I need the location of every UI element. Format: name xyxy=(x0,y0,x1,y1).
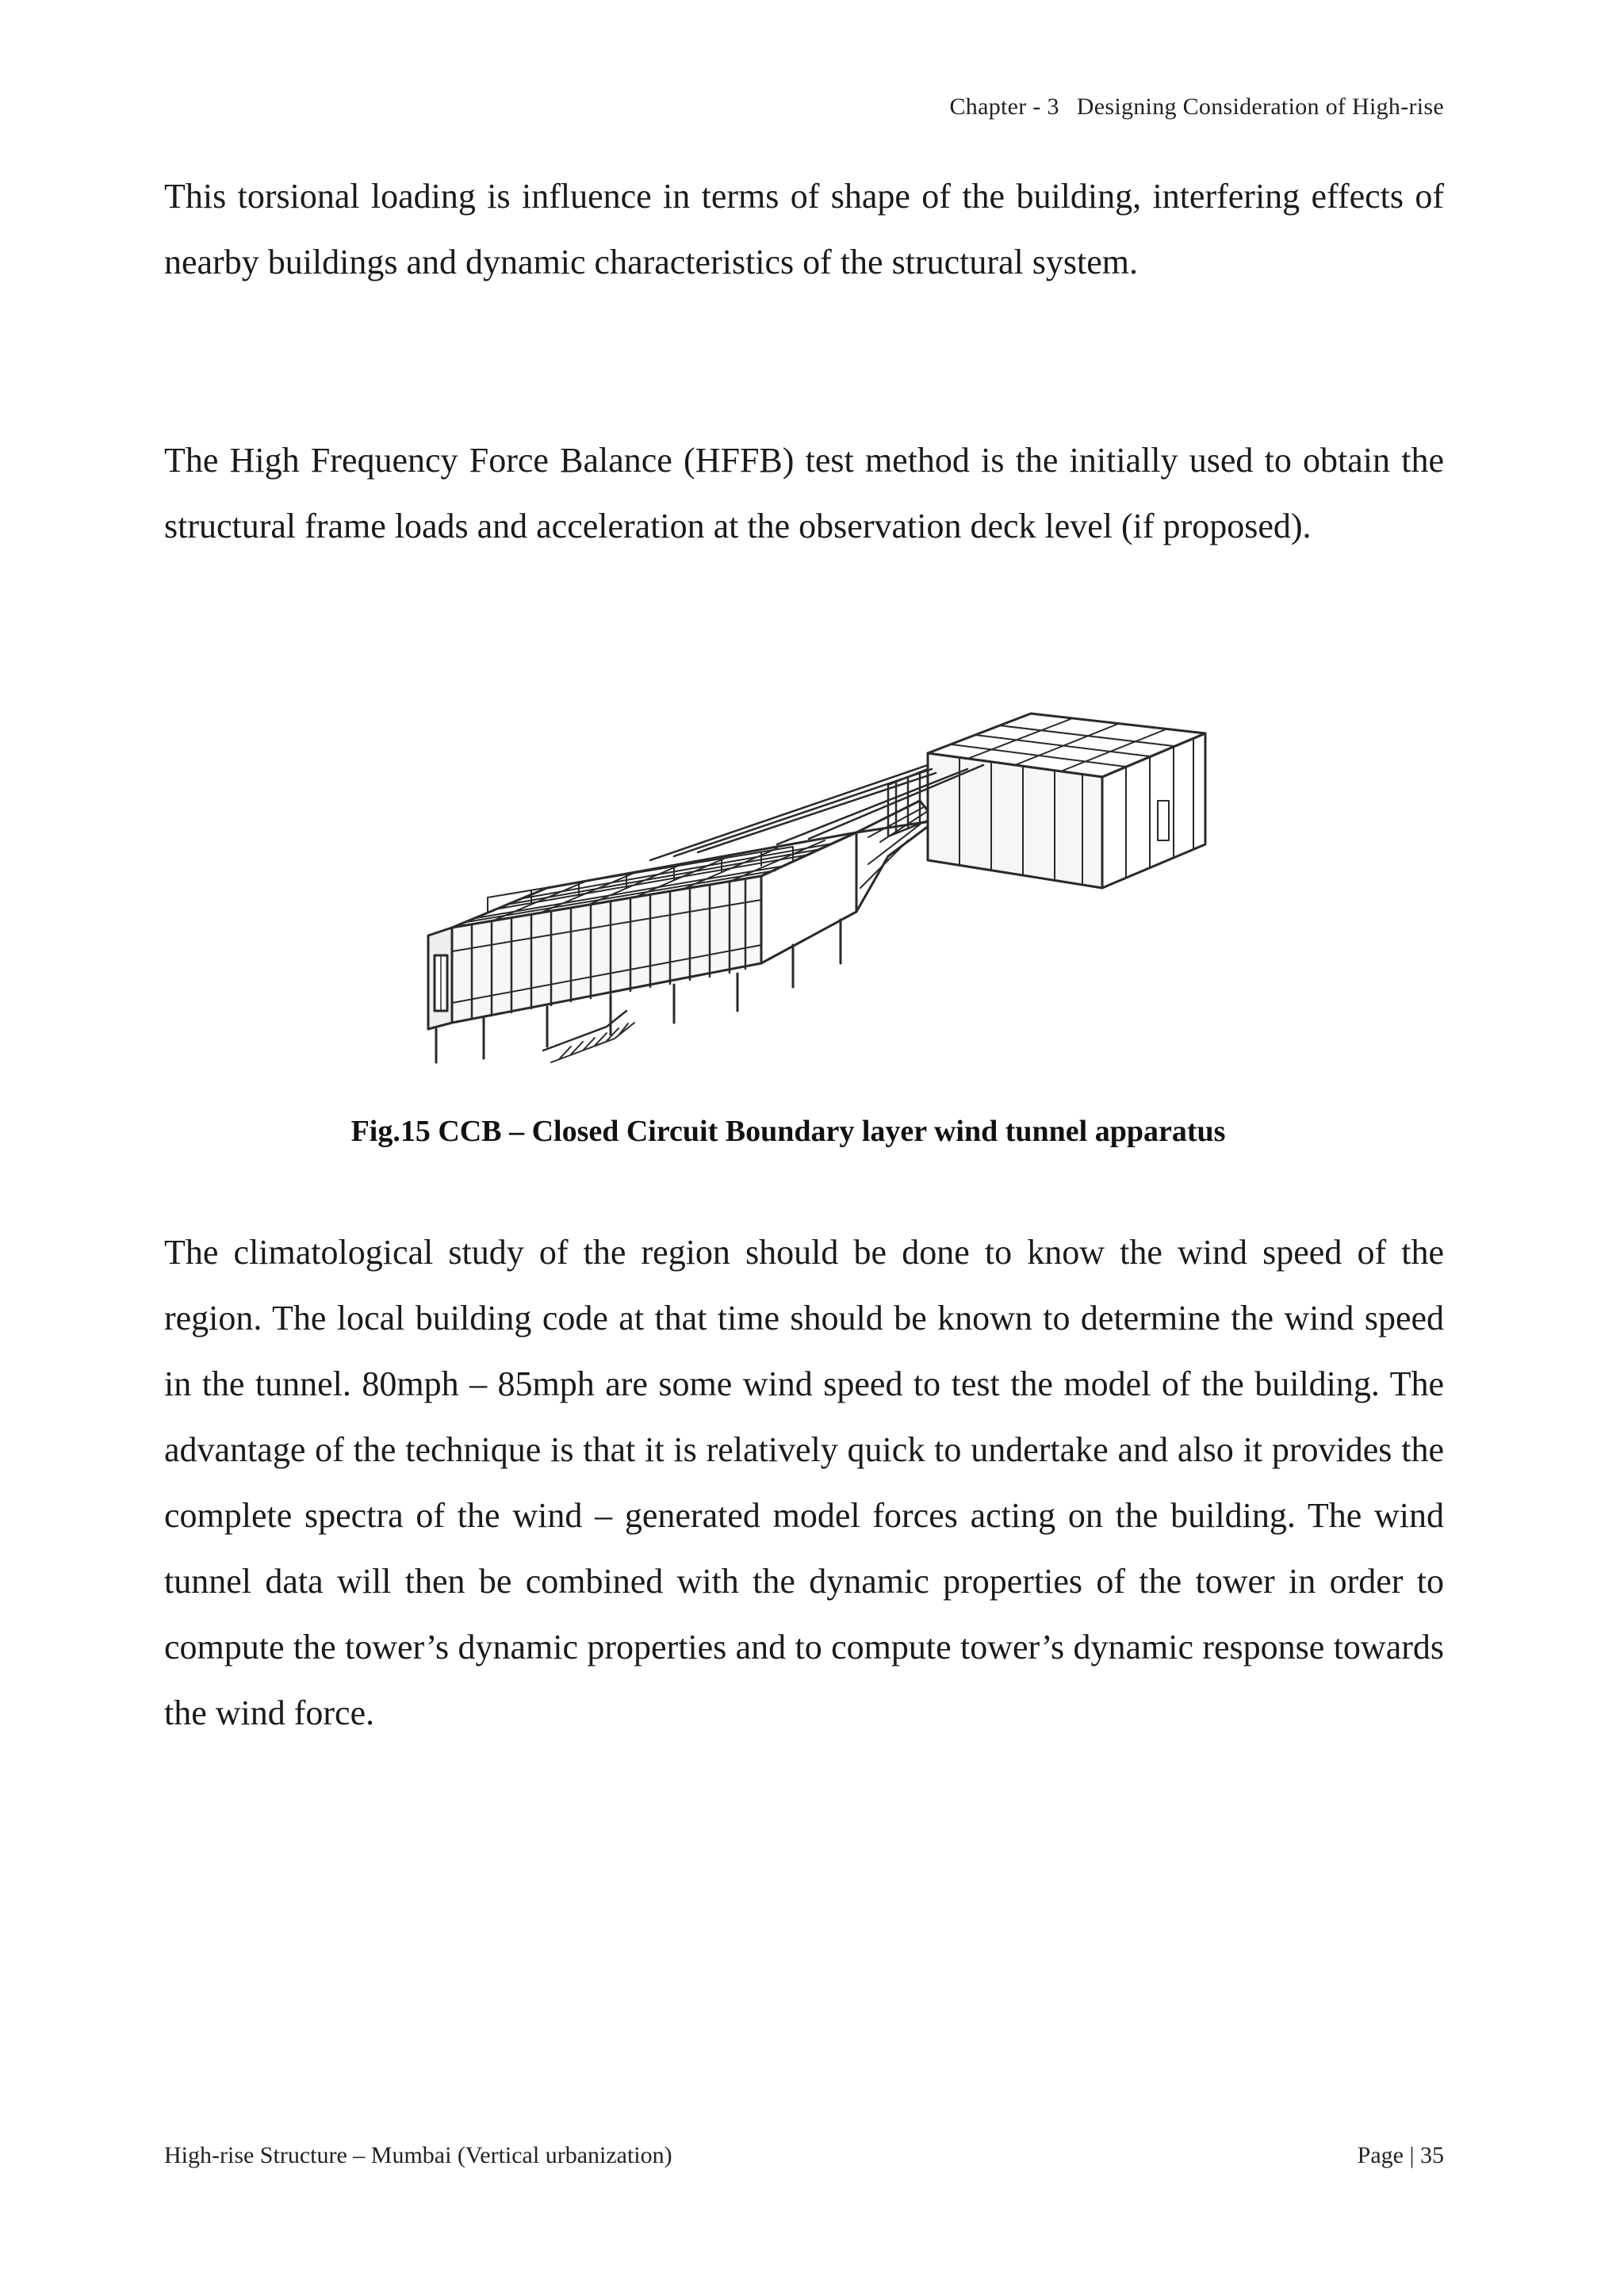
running-header xyxy=(950,94,1445,121)
chapter-number: Chapter - 3 xyxy=(949,94,1059,120)
paragraph-climatological-study: The climatological study of the region should be done to know the wind speed of the region. The local building code at that time should be known to determine the wind speed in the tunnel. 80mph – 85mph are some wind speed to test the model of the building. The advantage of the technique is that it is relatively quick to undertake and also it provides the complete spectra of the wind – generated model forces acting on the building. The wind tunnel data will then be combined with the dynamic properties of the tower in order to compute the tower’s dynamic properties and to compute tower’s dynamic response towards the wind force. xyxy=(164,1233,1444,1732)
wind-tunnel-drawing-icon xyxy=(412,690,1221,1086)
figure-caption xyxy=(0,1114,1624,1149)
footer-page-number: Page | 35 xyxy=(1357,2142,1444,2168)
paragraph-hffb-method: The High Frequency Force Balance (HFFB) test method is the initially used to obtain the structural frame loads and acceleration at the observation deck level (if proposed). xyxy=(164,441,1444,545)
footer-document-title: High-rise Structure – Mumbai (Vertical urbanization) xyxy=(164,2142,672,2168)
figure-caption-text: Fig.15 CCB – Closed Circuit Boundary layer wind tunnel apparatus xyxy=(350,1115,1226,1148)
paragraph-torsional-loading: This torsional loading is influence in terms of shape of the building, interfering effects of nearby buildings and dynamic characteristics of the structural system. xyxy=(164,177,1444,281)
wind-tunnel-figure xyxy=(412,690,1221,1086)
chapter-title: Designing Consideration of High-rise xyxy=(1076,94,1444,120)
